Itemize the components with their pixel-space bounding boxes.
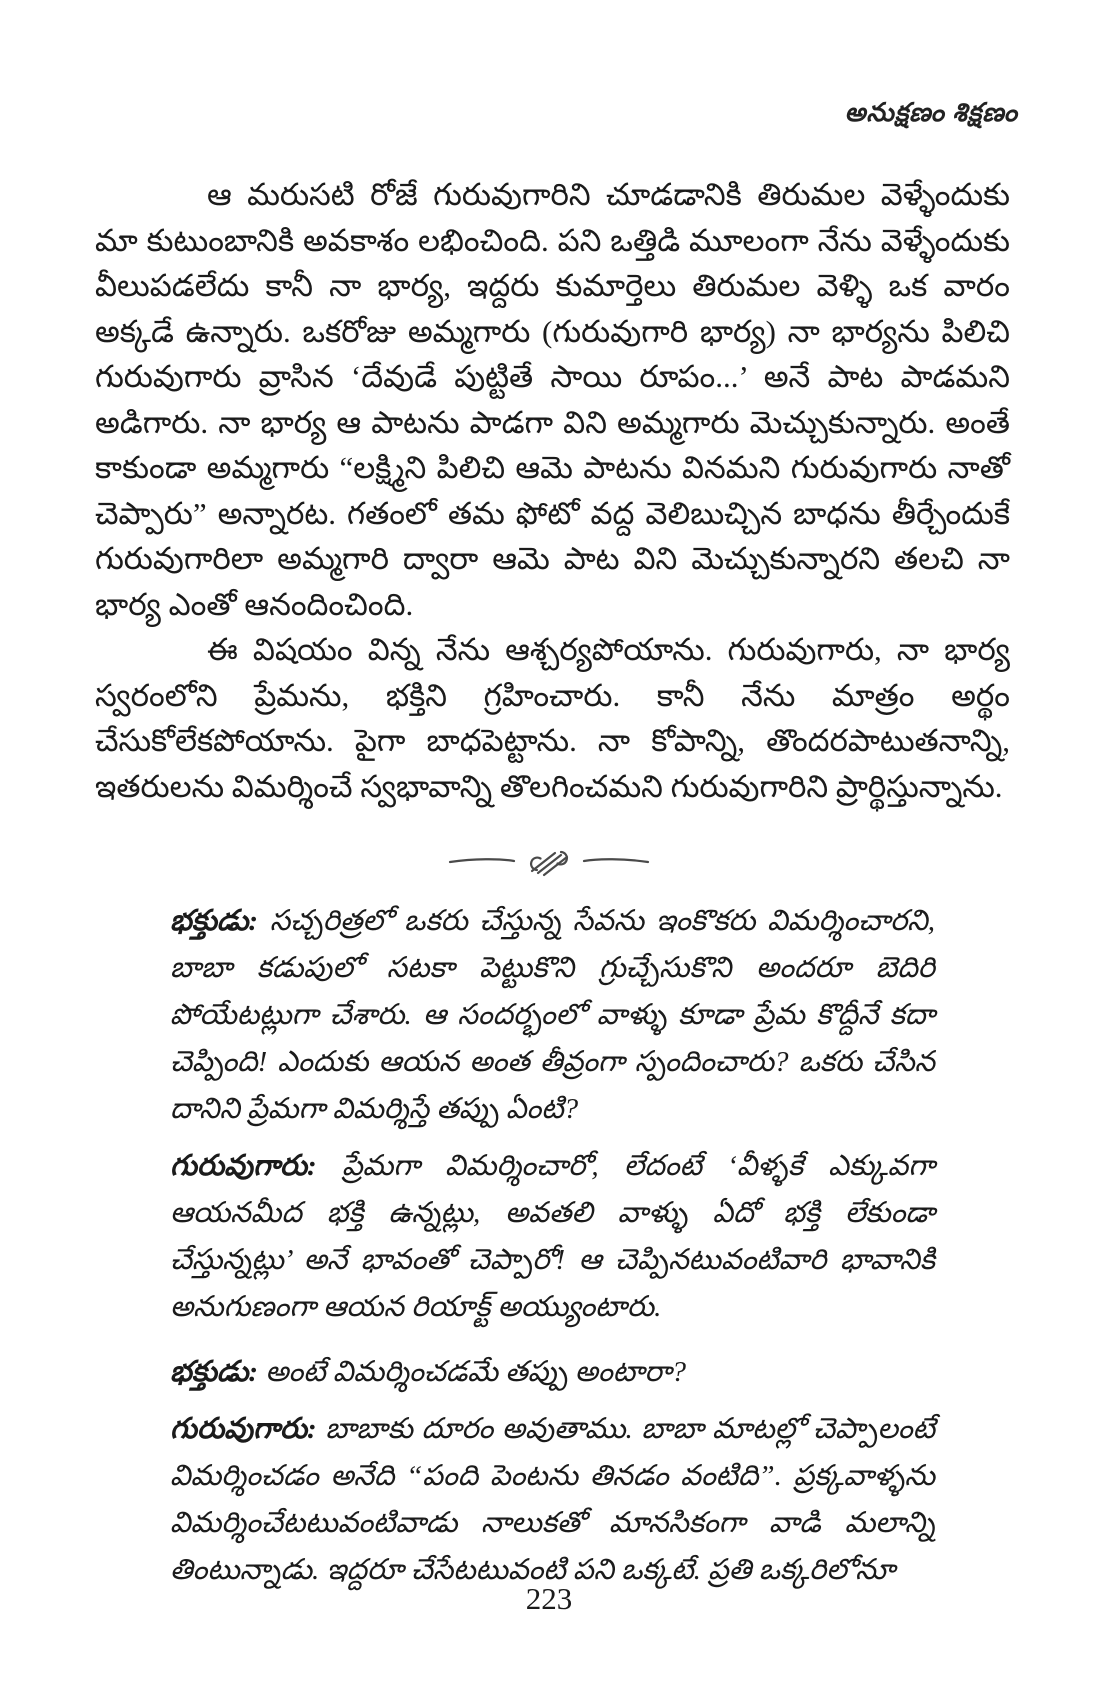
dialogue-section bbox=[170, 898, 935, 1604]
story-text bbox=[95, 172, 1010, 809]
speaker-label: గురువుగారు: bbox=[170, 1150, 317, 1182]
dialogue-turn bbox=[170, 898, 935, 1133]
speaker-label: గురువుగారు: bbox=[170, 1413, 317, 1445]
running-header: అనుక్షణం శిక్షణం bbox=[844, 98, 1018, 127]
speaker-label: భక్తుడు: bbox=[170, 1356, 259, 1388]
story-paragraph-2: ఈ విషయం విన్న నేను ఆశ్చర్యపోయాను. గురువుగారు, నా భార్య స్వరంలోని ప్రేమను, భక్తిని గ్రహించారు. కానీ నేను మాత్రం అర్థం చేసుకోలేకపోయాను. పైగా బాధపెట్టాను. నా కోపాన్ని, తొందరపాటుతనాన్ని, ఇతరులను విమర్శించే స్వభావాన్ని తొలగించమని గురువుగారిని ప్రార్థిస్తున్నాను. bbox=[95, 632, 1010, 804]
section-divider bbox=[0, 840, 1098, 882]
story-paragraph-1: ఆ మరుసటి రోజే గురువుగారిని చూడడానికి తిరుమల వెళ్ళేందుకు మా కుటుంబానికి అవకాశం లభించింది. పని ఒత్తిడి మూలంగా నేను వెళ్ళేందుకు వీలుపడలేదు కానీ నా భార్య, ఇద్దరు కుమార్తెలు తిరుమల వెళ్ళి ఒక వారం అక్కడే ఉన్నారు. ఒకరోజు అమ్మగారు (గురువుగారి భార్య) నా భార్యను పిలిచి గురువుగారు వ్రాసిన ‘దేవుడే పుట్టితే సాయి రూపం...’ అనే పాట పాడమని అడిగారు. నా భార్య ఆ పాటను పాడగా విని అమ్మగారు మెచ్చుకున్నారు. అంతే కాకుండా అమ్మగారు “లక్ష్మిని పిలిచి ఆమె పాటను వినమని గురువుగారు నాతో చెప్పారు” అన్నారట. గతంలో తమ ఫోటో వద్ద వెలిబుచ్చిన బాధను తీర్చేందుకే గురువుగారిలా అమ్మగారి ద్వారా ఆమె పాట విని మెచ్చుకున్నారని తలచి నా భార్య ఎంతో ఆనందించింది. bbox=[95, 177, 1010, 622]
dialogue-text: అంటే విమర్శించడమే తప్పు అంటారా? bbox=[265, 1356, 687, 1388]
dialogue-text: బాబాకు దూరం అవుతాము. బాబా మాటల్లో చెప్పాలంటే విమర్శించడం అనేది “పంది పెంటను తినడం వంటిది”. ప్రక్కవాళ్ళను విమర్శించేటటువంటివాడు నాలుకతో మానసికంగా వాడి మలాన్ని తింటున్నాడు. ఇద్దరూ చేసేటటువంటి పని ఒక్కటే. ప్రతి ఒక్కరిలోనూ bbox=[170, 1413, 936, 1586]
page-number: 223 bbox=[525, 1581, 573, 1616]
speaker-label: భక్తుడు: bbox=[170, 905, 259, 937]
dialogue-turn bbox=[170, 1143, 935, 1331]
dialogue-turn bbox=[170, 1349, 935, 1396]
dialogue-text: ప్రేమగా విమర్శించారో, లేదంటే ‘వీళ్ళకే ఎక్కువగా ఆయనమీద భక్తి ఉన్నట్లు, అవతలి వాళ్ళు ఏదో భక్తి లేకుండా చేస్తున్నట్లు’ అనే భావంతో చెప్పారో! ఆ చెప్పినటువంటివారి భావానికి అనుగుణంగా ఆయన రియాక్ట్ అయ్యుంటారు. bbox=[170, 1150, 936, 1323]
flourish-divider-icon bbox=[444, 840, 654, 882]
dialogue-text: సచ్చరిత్రలో ఒకరు చేస్తున్న సేవను ఇంకొకరు విమర్శించారని, బాబా కడుపులో సటకా పెట్టుకొని గ్రుచ్చేసుకొని అందరూ బెదిరి పోయేటట్లుగా చేశారు. ఆ సందర్భంలో వాళ్ళు కూడా ప్రేమ కొద్దీనే కదా చెప్పింది! ఎందుకు ఆయన అంత తీవ్రంగా స్పందించారు? ఒకరు చేసిన దానిని ప్రేమగా విమర్శిస్తే తప్పు ఏంటి? bbox=[170, 905, 935, 1125]
dialogue-turn bbox=[170, 1406, 935, 1594]
